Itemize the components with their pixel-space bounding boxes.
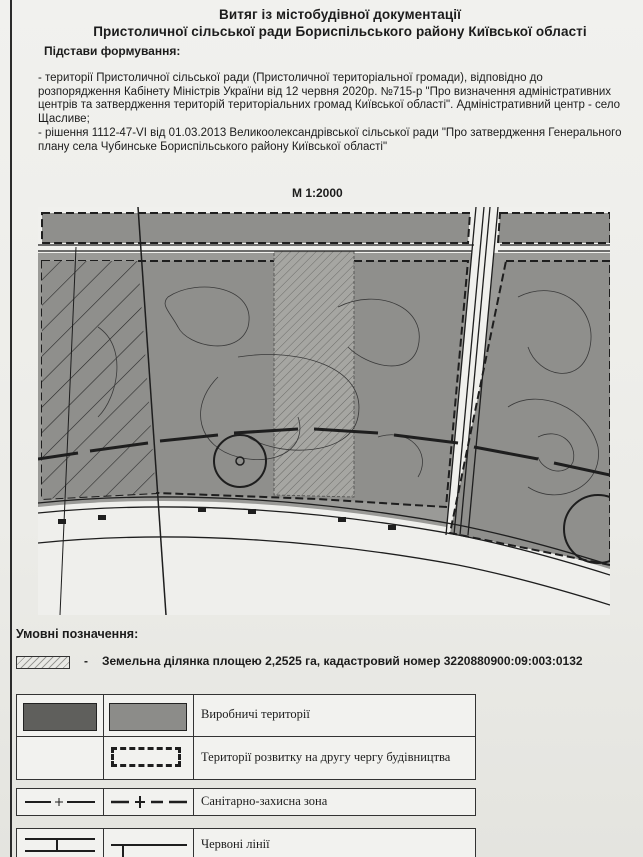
document-title: Витяг із містобудівної документації <box>219 7 461 22</box>
legend-production-label: Виробничі території <box>201 707 310 721</box>
map-scale: М 1:2000 <box>292 186 343 200</box>
master-plan-map <box>38 207 610 615</box>
production-zone-top-right <box>498 213 610 243</box>
document-subtitle: Пристоличної сільської ради Бориспільського району Київської області <box>93 24 587 39</box>
production-zone-top <box>42 213 470 243</box>
legend-row-red-lines <box>16 828 476 857</box>
basis-heading: Підстави формування: <box>44 44 181 58</box>
land-plot <box>274 251 354 497</box>
legend-row-sanitary <box>16 788 476 816</box>
plot-hatch-swatch <box>16 656 70 669</box>
legend-swatch-cell <box>17 737 104 779</box>
legend-row-second-stage <box>16 736 476 780</box>
basis-item-2: - рішення 1112-47-VI від 01.03.2013 Великоолександрівської сільської ради "Про затвердження Генерального плану села Чубинське Бориспільського району Київської області" <box>38 127 622 153</box>
legend-red-lines-label: Червоні лінії <box>201 837 270 851</box>
second-stage-swatch <box>111 747 181 767</box>
legend-swatch-cell <box>103 737 194 779</box>
legend-swatch-cell <box>17 789 104 815</box>
legend-heading: Умовні позначення: <box>16 627 139 641</box>
basis-item-1: - території Пристоличної сільської ради (Пристоличної територіальної громади), відповідно до розпорядження Кабінету Міністрів України від 12 червня 2020р. №715-р "Про визначення адміністративних центрів та затвердження територій територіальних громад Київської області". Адміністративний центр - село Щасливе; <box>38 72 621 125</box>
sanitary-line-swatch-2 <box>103 789 193 815</box>
legend-swatch-cell <box>103 829 194 857</box>
legend-sanitary-label: Санітарно-захисна зона <box>201 794 328 808</box>
legend-swatch-cell <box>17 829 104 857</box>
production-light-swatch <box>109 703 187 731</box>
sanitary-line-swatch-1 <box>17 789 103 815</box>
red-line-swatch <box>17 829 103 857</box>
legend-plot-dash: - <box>84 654 88 668</box>
legend-row-production <box>16 694 476 738</box>
hatched-zone <box>42 261 156 499</box>
legend-second-stage-label: Території розвитку на другу чергу будівництва <box>201 750 451 764</box>
page-border <box>10 0 12 857</box>
legend-swatch-cell <box>103 695 194 737</box>
legend-swatch-cell <box>103 789 194 815</box>
red-line-swatch-2 <box>103 829 193 857</box>
legend-swatch-cell <box>17 695 104 737</box>
production-dark-swatch <box>23 703 97 731</box>
legend-plot-row <box>16 653 643 671</box>
legend-plot-text: Земельна ділянка площею 2,2525 га, кадастровий номер 3220880900:09:003:0132 <box>102 654 583 668</box>
